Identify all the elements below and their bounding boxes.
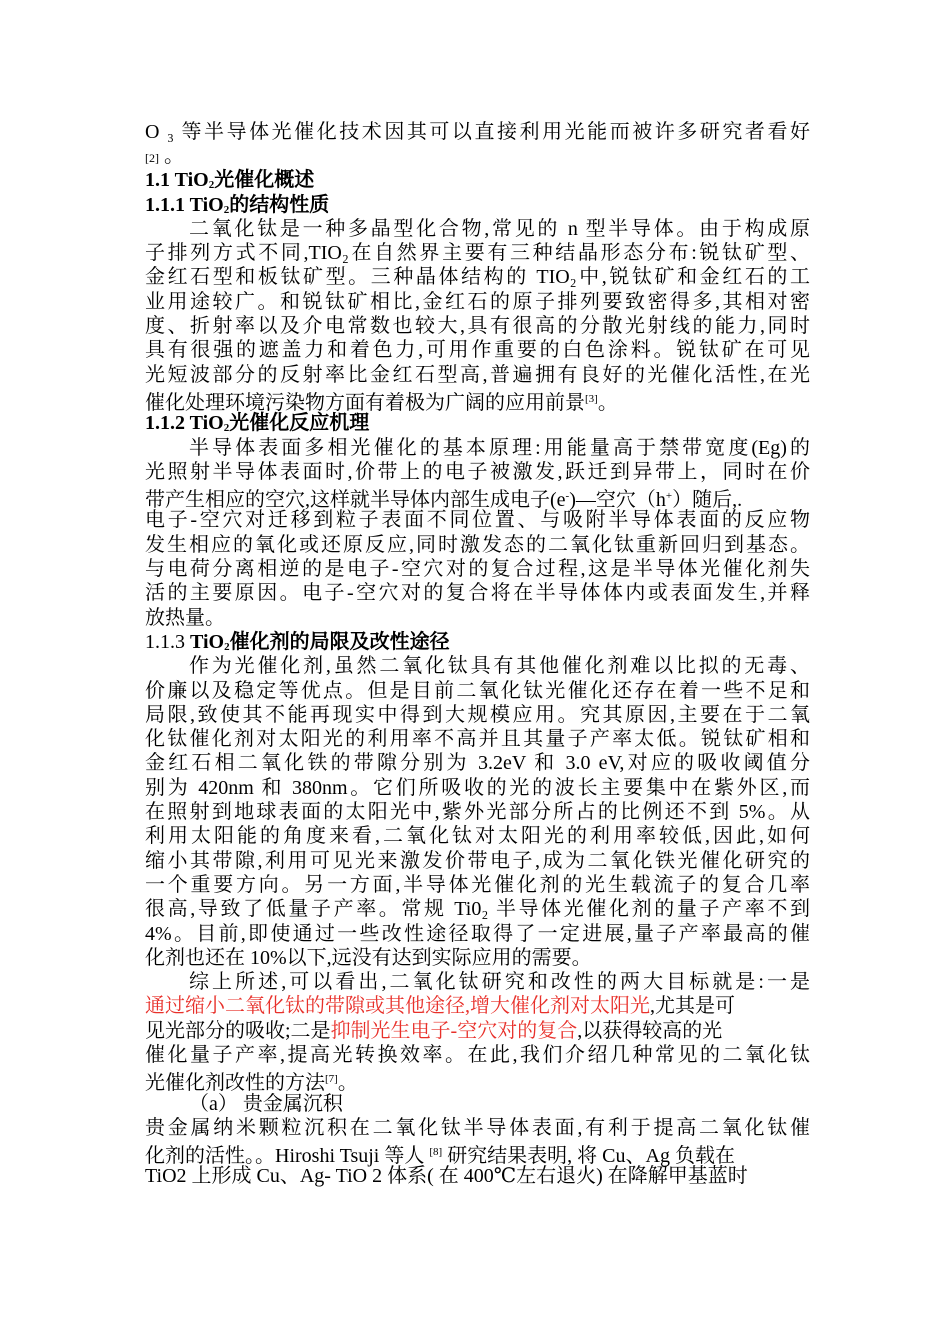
- paragraph-line: 二氧化钛是一种多晶型化合物,常见的 n 型半导体。由于构成原: [189, 217, 810, 240]
- paragraph-line: 半导体表面多相光催化的基本原理:用能量高于禁带宽度(Eg)的: [189, 436, 810, 459]
- paragraph-line: TiO2 上形成 Cu、Ag- TiO 2 体系( 在 400℃左右退火) 在降解甲基蓝时: [145, 1165, 748, 1188]
- paragraph-line: 综上所述,可以看出,二氧化钛研究和改性的两大目标就是:一是: [189, 971, 810, 994]
- paragraph-line: 催化量子产率,提高光转换效率。在此,我们介绍几种常见的二氧化钛: [145, 1043, 810, 1066]
- paragraph-line: 通过缩小二氧化钛的带隙或其他途径,增大催化剂对太阳光,尤其是可: [145, 995, 735, 1018]
- paragraph-limitations: [145, 654, 810, 970]
- intro-line: O ₃ 等半导体光催化技术因其可以直接利用光能而被许多研究者看好: [145, 121, 810, 143]
- paragraph-line: 局限,致使其不能再现实中得到大规模应用。究其原因,主要在于二氧: [145, 703, 810, 726]
- paragraph-line: 光催化剂改性的方法[7]。: [145, 1072, 358, 1095]
- paragraph-line: 光短波部分的反射率比金红石型高,普遍拥有良好的光催化活性,在光: [145, 363, 810, 386]
- paragraph-line: 化剂的活性。。Hiroshi Tsuji 等人 [8] 研究结果表明, 将 Cu、Ag 负载在: [145, 1145, 735, 1168]
- paragraph-noble-metal: [145, 1092, 810, 1189]
- paragraph-line: 缩小其带隙,利用可见光来激发价带电子,成为二氧化铁光催化研究的: [145, 849, 810, 872]
- intro-ref-line: [2] 。: [145, 145, 184, 168]
- paragraph-line: 发生相应的氧化或还原反应,同时激发态的二氧化钛重新回归到基态。: [145, 533, 810, 556]
- paragraph-mechanism: [145, 436, 810, 630]
- paragraph-line: 活的主要原因。电子-空穴对的复合将在半导体体内或表面发生,并释: [145, 582, 810, 605]
- paragraph-line: 光照射半导体表面时,价带上的电子被激发,跃迁到异带上，同时在价: [145, 460, 810, 483]
- paragraph-line: 金红石型和板钛矿型。三种晶体结构的 TIO₂中,锐钛矿和金红石的工: [145, 266, 810, 289]
- citation-ref: [3]: [585, 392, 598, 405]
- paragraph-line: 见光部分的吸收;二是抑制光生电子-空穴对的复合,以获得较高的光: [145, 1019, 723, 1042]
- paragraph-line: 具有很强的遮盖力和着色力,可用作重要的白色涂料。锐钛矿在可见: [145, 339, 810, 362]
- paragraph-line: 在照射到地球表面的太阳光中,紫外光部分所占的比例还不到 5%。从: [145, 801, 810, 824]
- paragraph-line: 作为光催化剂,虽然二氧化钛具有其他催化剂难以比拟的无毒、: [189, 655, 810, 678]
- paragraph-summary: [145, 970, 810, 1095]
- citation-ref: [7]: [325, 1073, 338, 1086]
- document-page: [145, 120, 810, 1189]
- paragraph-line: 利用太阳能的角度来看,二氧化钛对太阳光的利用率较低,因此,如何: [145, 825, 810, 848]
- highlighted-text: 抑制光生电子-空穴对的复合: [330, 1019, 578, 1042]
- paragraph-line: 与电荷分离相逆的是电子-空穴对的复合过程,这是半导体光催化剂失: [145, 558, 810, 581]
- section-heading-1-1-1: 1.1.1 TiO2的结构性质: [145, 193, 330, 216]
- subsection-heading-a: （a） 贵金属沉积: [189, 1092, 343, 1115]
- paragraph-line: 度、折射率以及介电常数也较大,具有很高的分散光射线的能力,同时: [145, 315, 810, 338]
- paragraph-line: 4%。目前,即使通过一些改性途径取得了一定进展,量子产率最高的催: [145, 922, 810, 945]
- paragraph-line: 金红石相二氧化铁的带隙分别为 3.2eV 和 3.0 eV,对应的吸收阈值分: [145, 752, 810, 775]
- paragraph-line: 化剂也还在 10%以下,远没有达到实际应用的需要。: [145, 946, 592, 969]
- section-heading-1-1: 1.1 TiO2光催化概述: [145, 169, 315, 192]
- paragraph-line: 贵金属纳米颗粒沉积在二氧化钛半导体表面,有利于提高二氧化钛催: [145, 1116, 810, 1139]
- paragraph-line: 电子-空穴对迁移到粒子表面不同位置、与吸附半导体表面的反应物: [145, 509, 810, 532]
- paragraph-line: 别为 420nm 和 380nm。它们所吸收的光的波长主要集中在紫外区,而: [145, 776, 810, 799]
- highlighted-text: 通过缩小二氧化钛的带隙或其他途径,增大催化剂对太阳光: [145, 995, 650, 1018]
- paragraph-line: 很高,导致了低量子产率。常规 Ti0₂ 半导体光催化剂的量子产率不到: [145, 898, 810, 921]
- section-heading-1-1-2: 1.1.2 TiO2光催化反应机理: [145, 412, 370, 435]
- paragraph-line: 子排列方式不同,TIO₂在自然界主要有三种结晶形态分布:锐钛矿型、: [145, 242, 810, 265]
- section-heading-1-1-3: 1.1.3 TiO2催化剂的局限及改性途径: [145, 630, 450, 653]
- paragraph-line: 带产生相应的空穴,这样就半导体内部生成电子(e-)—空穴（h+）随后,.: [145, 489, 743, 512]
- paragraph-line: 催化处理环境污染物方面有着极为广阔的应用前景[3]。: [145, 391, 618, 414]
- citation-ref: [2]: [145, 151, 159, 166]
- paragraph-structure: [145, 217, 810, 414]
- paragraph-line: 一个重要方向。另一方面,半导体光催化剂的光生载流子的复合几率: [145, 873, 810, 896]
- paragraph-line: 化钛催化剂对太阳光的利用率不高并且其量子产率太低。锐钛矿相和: [145, 728, 810, 751]
- paragraph-line: 价廉以及稳定等优点。但是目前二氧化钛光催化还存在着一些不足和: [145, 679, 810, 702]
- paragraph-line: 放热量。: [145, 606, 225, 629]
- citation-ref: [8]: [429, 1146, 443, 1159]
- paragraph-line: 业用途较广。和锐钛矿相比,金红石的原子排列要致密得多,其相对密: [145, 290, 810, 313]
